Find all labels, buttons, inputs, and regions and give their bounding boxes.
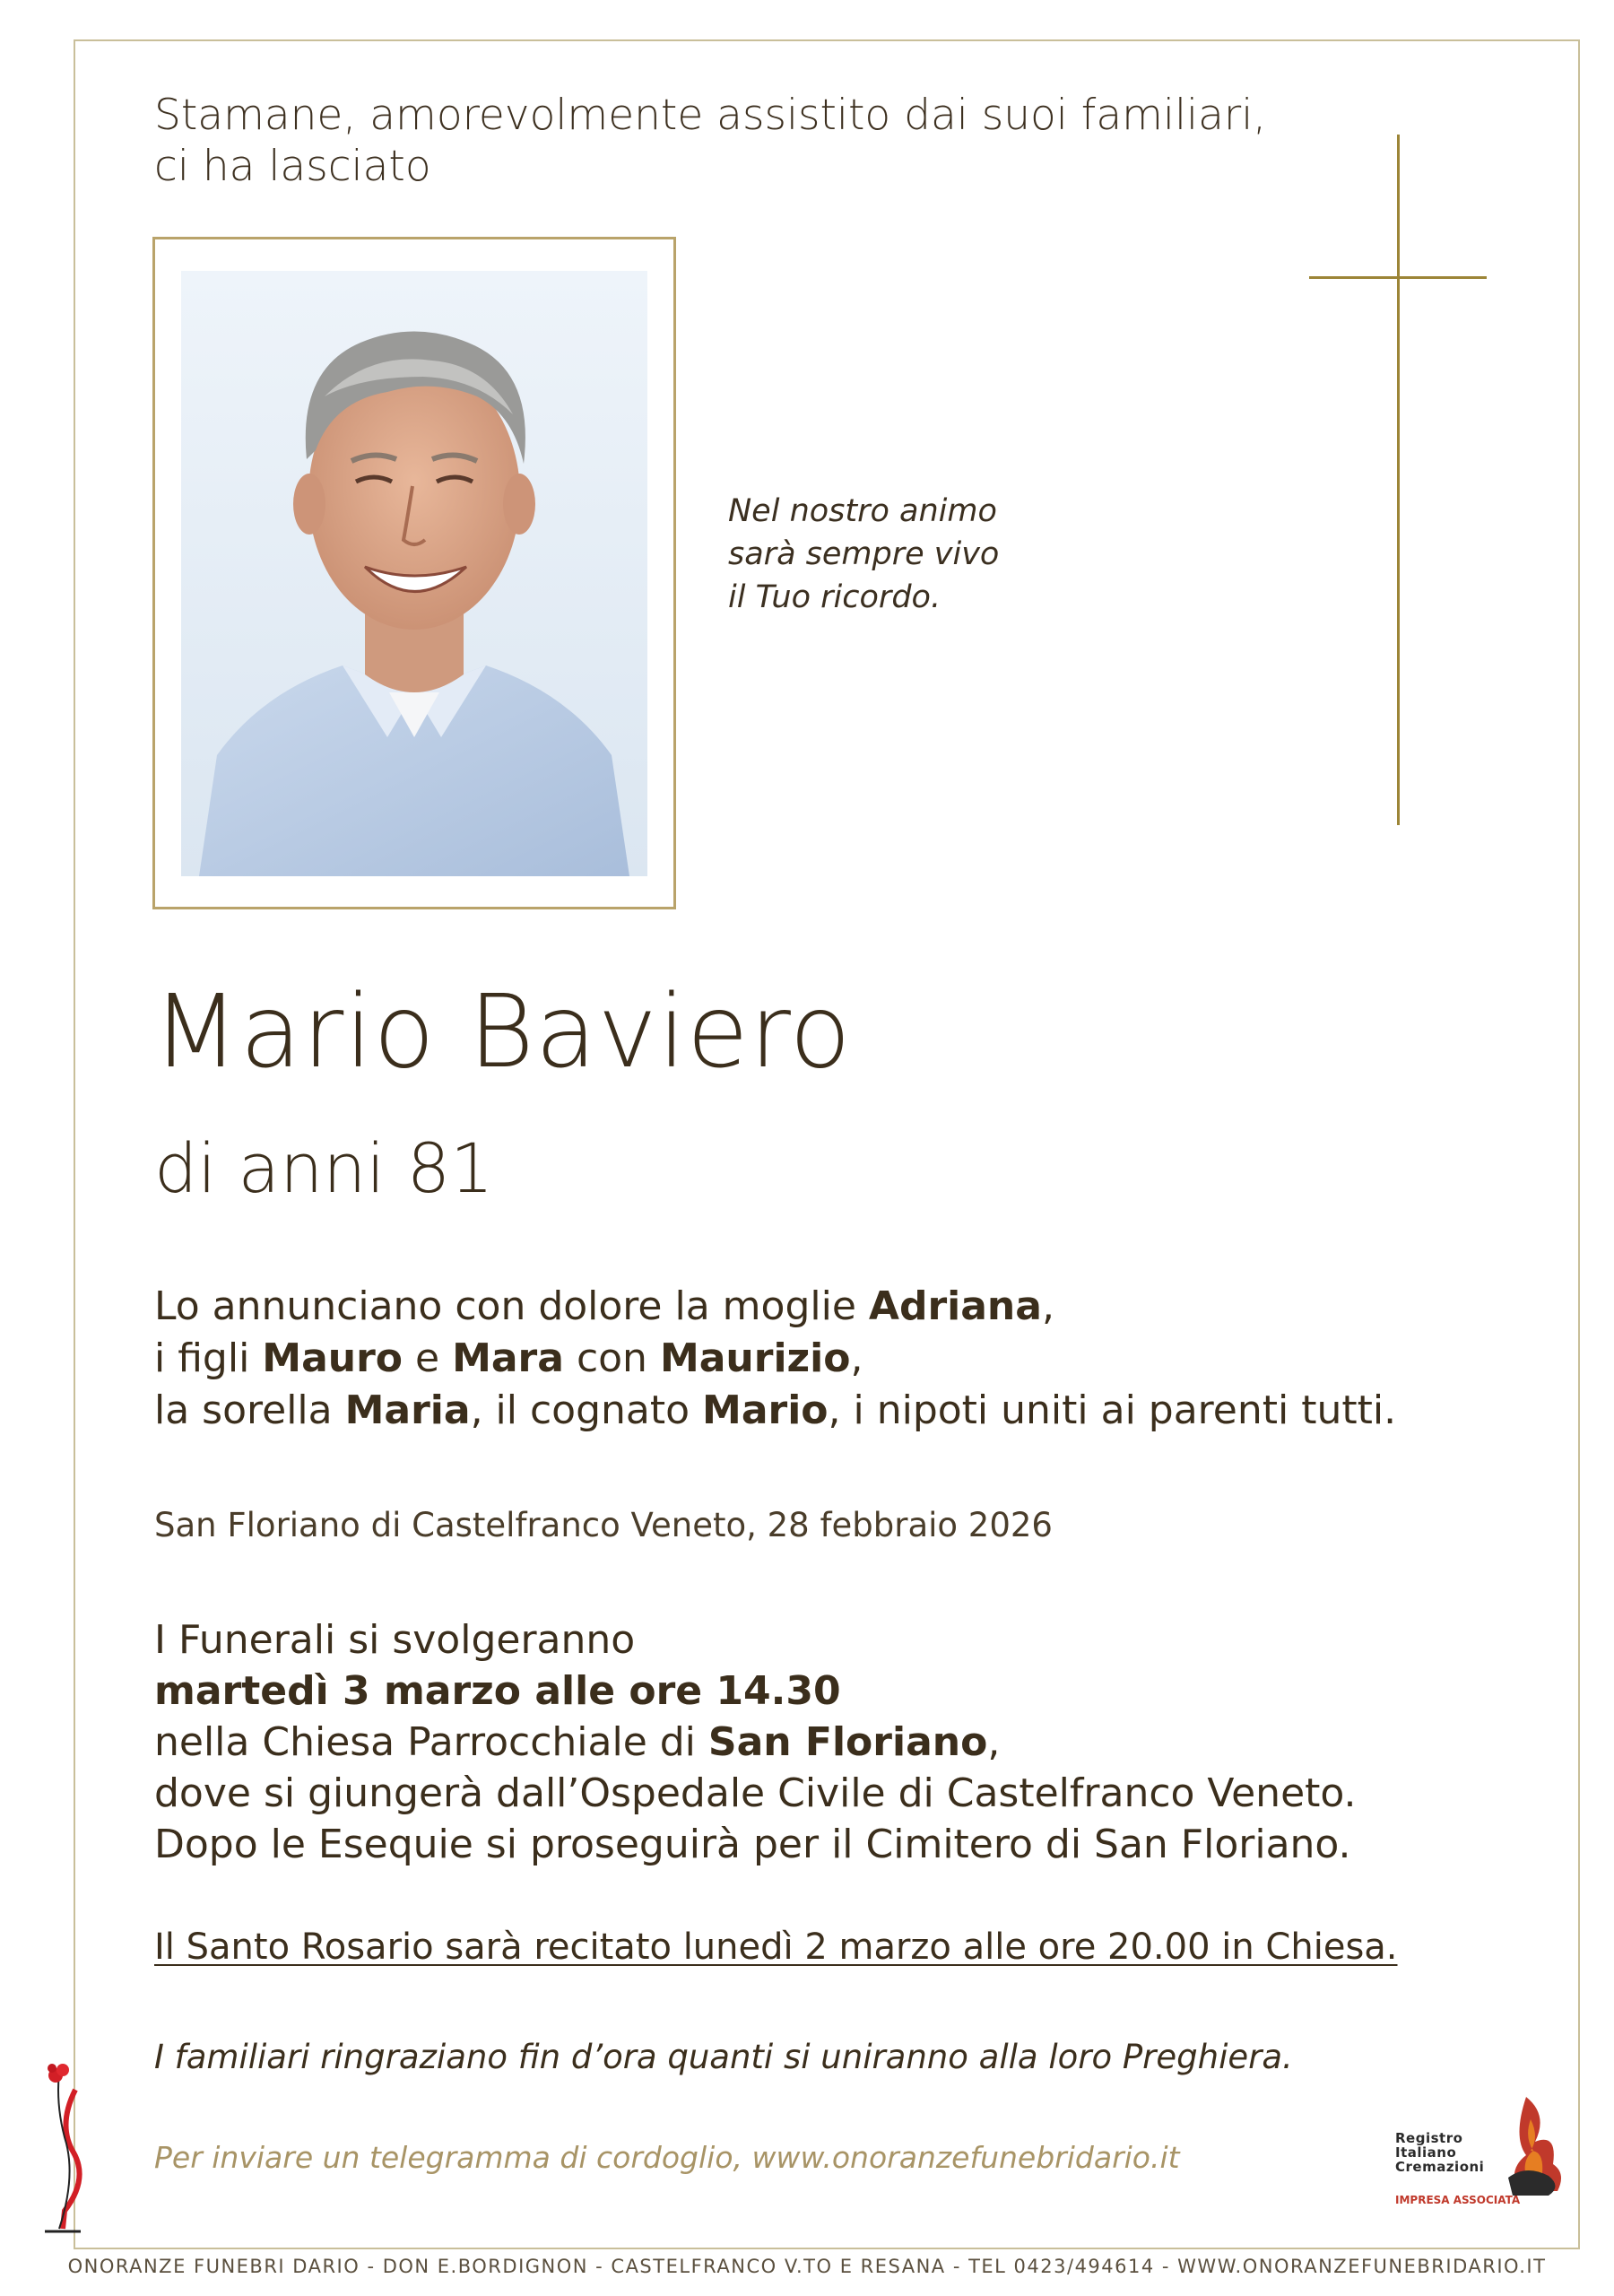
announcement-text: , il cognato	[470, 1387, 703, 1433]
funeral-line-4: dove si giungerà dall’Ospedale Civile di Castelfranco Veneto.	[154, 1770, 1357, 1816]
announcement-text: Lo annunciano con dolore la moglie	[154, 1283, 869, 1329]
announcement-line-1	[154, 1281, 1396, 1333]
deceased-name: Mario Baviero	[152, 974, 852, 1091]
announcement-text: la sorella	[154, 1387, 345, 1433]
relative-name: Maria	[344, 1387, 471, 1433]
announcement-line-3	[154, 1385, 1396, 1437]
relative-name: Mauro	[262, 1335, 404, 1381]
thanks-text: I familiari ringraziano fin d’ora quanti si uniranno alla loro Preghiera.	[154, 2038, 1293, 2076]
register-line-3: Cremazioni	[1395, 2159, 1485, 2175]
relative-name: Maurizio	[659, 1335, 851, 1381]
quote-line-2: sarà sempre vivo	[728, 536, 1000, 572]
relative-name: Adriana	[868, 1283, 1042, 1329]
quote-line-3: il Tuo ricordo.	[728, 579, 941, 615]
portrait-photo	[181, 271, 647, 876]
footer-contact: ONORANZE FUNEBRI DARIO - DON E.BORDIGNON - CASTELFRANCO V.TO E RESANA - TEL 0423/494614 - WWW.ONORANZEFUNEBRIDARIO.IT	[67, 2256, 1547, 2277]
quote-line-1: Nel nostro animo	[728, 493, 997, 529]
relative-name: Mara	[452, 1335, 564, 1381]
cross-icon	[1397, 135, 1400, 825]
register-line-2: Italiano	[1395, 2144, 1457, 2161]
relative-name: Mario	[702, 1387, 829, 1433]
announcement-text: con	[563, 1335, 660, 1381]
rosary-notice: Il Santo Rosario sarà recitato lunedì 2 marzo alle ore 20.00 in Chiesa.	[154, 1926, 1398, 1968]
funeral-datetime	[154, 1665, 1357, 1717]
announcement	[154, 1281, 1396, 1437]
register-logo-text	[1395, 2131, 1484, 2174]
poppy-flower-icon	[39, 2054, 93, 2233]
announcement-text: e	[403, 1335, 453, 1381]
cross-icon-bar	[1309, 276, 1487, 279]
announcement-line-2	[154, 1333, 1396, 1385]
funeral-line-5: Dopo le Esequie si proseguirà per il Cimitero di San Floriano.	[154, 1822, 1351, 1867]
funeral-line-1: I Funerali si svolgeranno	[154, 1617, 636, 1663]
church-name: San Floriano	[707, 1719, 988, 1765]
memorial-quote	[728, 490, 999, 619]
announcement-text: ,	[1041, 1283, 1054, 1329]
deceased-age: di anni 81	[154, 1128, 494, 1208]
intro-line-1: Stamane, amorevolmente assistito dai suoi familiari,	[154, 91, 1267, 140]
portrait-illustration	[181, 271, 647, 876]
announcement-text: ,	[850, 1335, 863, 1381]
funeral-line-3	[154, 1717, 1357, 1768]
funeral-text: ,	[987, 1719, 1001, 1765]
telegram-link[interactable]: Per inviare un telegramma di cordoglio, www.onoranzefunebridario.it	[154, 2140, 1180, 2175]
register-line-1: Registro	[1395, 2130, 1463, 2146]
funeral-text: nella Chiesa Parrocchiale di	[154, 1719, 708, 1765]
intro-text	[154, 90, 1266, 192]
place-and-date: San Floriano di Castelfranco Veneto, 28 febbraio 2026	[154, 1506, 1053, 1544]
register-logo-subtitle: IMPRESA ASSOCIATA	[1395, 2194, 1521, 2206]
announcement-text: , i nipoti uniti ai parenti tutti.	[828, 1387, 1397, 1433]
funeral-date: martedì 3 marzo alle ore 14.30	[154, 1668, 841, 1714]
intro-line-2: ci ha lasciato	[154, 142, 431, 191]
announcement-text: i figli	[154, 1335, 263, 1381]
funeral-details	[154, 1614, 1357, 1870]
